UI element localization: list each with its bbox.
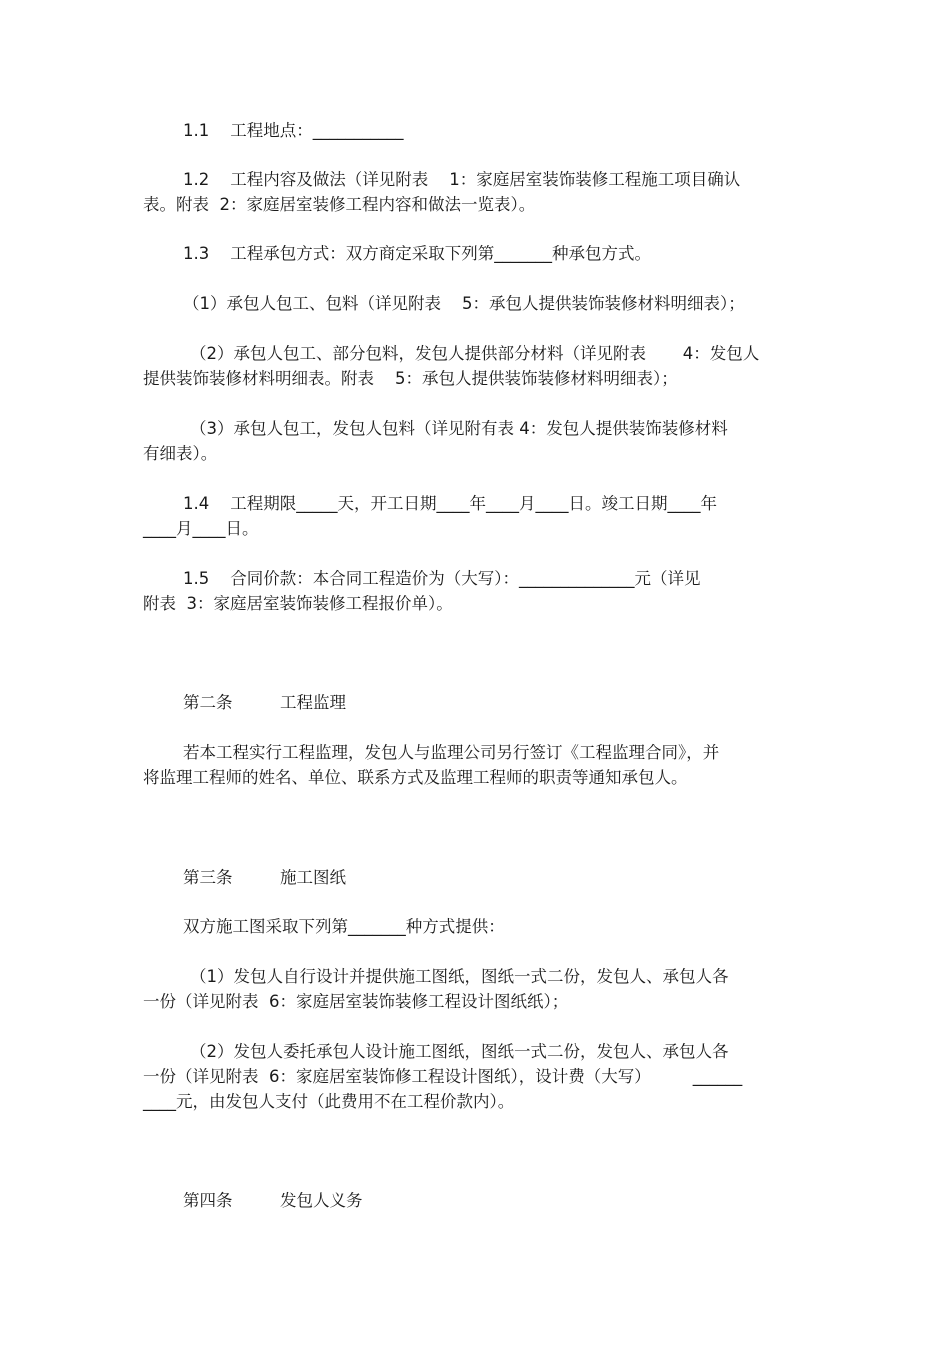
article-2-para-line1: 若本工程实行工程监理，发包人与监理公司另行签订《工程监理合同》，并 <box>183 743 720 762</box>
clause-1-1: 1.1 工程地点：___________ <box>183 121 404 140</box>
option-2-line2: 提供装饰装修材料明细表。附表 5：承包人提供装饰装修材料明细表）； <box>143 369 678 388</box>
clause-1-2-line1: 1.2 工程内容及做法（详见附表 1：家庭居室装饰装修工程施工项目确认 <box>183 170 741 189</box>
article-3-number: 第三条 <box>183 868 233 887</box>
article-3-intro: 双方施工图采取下列第_______种方式提供： <box>183 917 505 936</box>
article-2-title: 工程监理 <box>280 693 346 712</box>
article-3-option-2-line3: ____元，由发包人支付（此费用不在工程价款内）。 <box>143 1092 515 1111</box>
option-2-line1: （2）承包人包工、部分包料，发包人提供部分材料（详见附表 4：发包人 <box>190 344 760 363</box>
clause-1-5-line1: 1.5 合同价款：本合同工程造价为（大写）：______________元（详见 <box>183 569 701 588</box>
clause-1-5-line2: 附表 3：家庭居室装饰装修工程报价单）。 <box>143 594 453 613</box>
option-3-line2: 有细表）。 <box>143 444 218 463</box>
article-3-option-1-line1: （1）发包人自行设计并提供施工图纸，图纸一式二份，发包人、承包人各 <box>190 967 729 986</box>
article-3-title: 施工图纸 <box>280 868 346 887</box>
article-4-number: 第四条 <box>183 1191 233 1210</box>
article-3-option-2-line2: 一份（详见附表 6：家庭居室装饰修工程设计图纸），设计费（大写） ______ <box>143 1067 743 1086</box>
option-3-line1: （3）承包人包工，发包人包料（详见附有表 4：发包人提供装饰装修材料 <box>190 419 728 438</box>
article-3-option-1-line2: 一份（详见附表 6：家庭居室装饰装修工程设计图纸纸）； <box>143 992 569 1011</box>
clause-1-4-line2: ____月____日。 <box>143 519 259 538</box>
clause-1-3: 1.3 工程承包方式：双方商定采取下列第_______种承包方式。 <box>183 244 651 263</box>
option-1: （1）承包人包工、包料（详见附表 5：承包人提供装饰装修材料明细表）； <box>183 294 745 313</box>
article-2-para-line2: 将监理工程师的姓名、单位、联系方式及监理工程师的职责等通知承包人。 <box>143 768 688 787</box>
clause-1-2-line2: 表。附表 2：家庭居室装修工程内容和做法一览表）。 <box>143 195 536 214</box>
article-4-title: 发包人义务 <box>280 1191 363 1210</box>
article-2-number: 第二条 <box>183 693 233 712</box>
article-3-option-2-line1: （2）发包人委托承包人设计施工图纸，图纸一式二份，发包人、承包人各 <box>190 1042 729 1061</box>
clause-1-4-line1: 1.4 工程期限_____天，开工日期____年____月____日。竣工日期____年 <box>183 494 717 513</box>
